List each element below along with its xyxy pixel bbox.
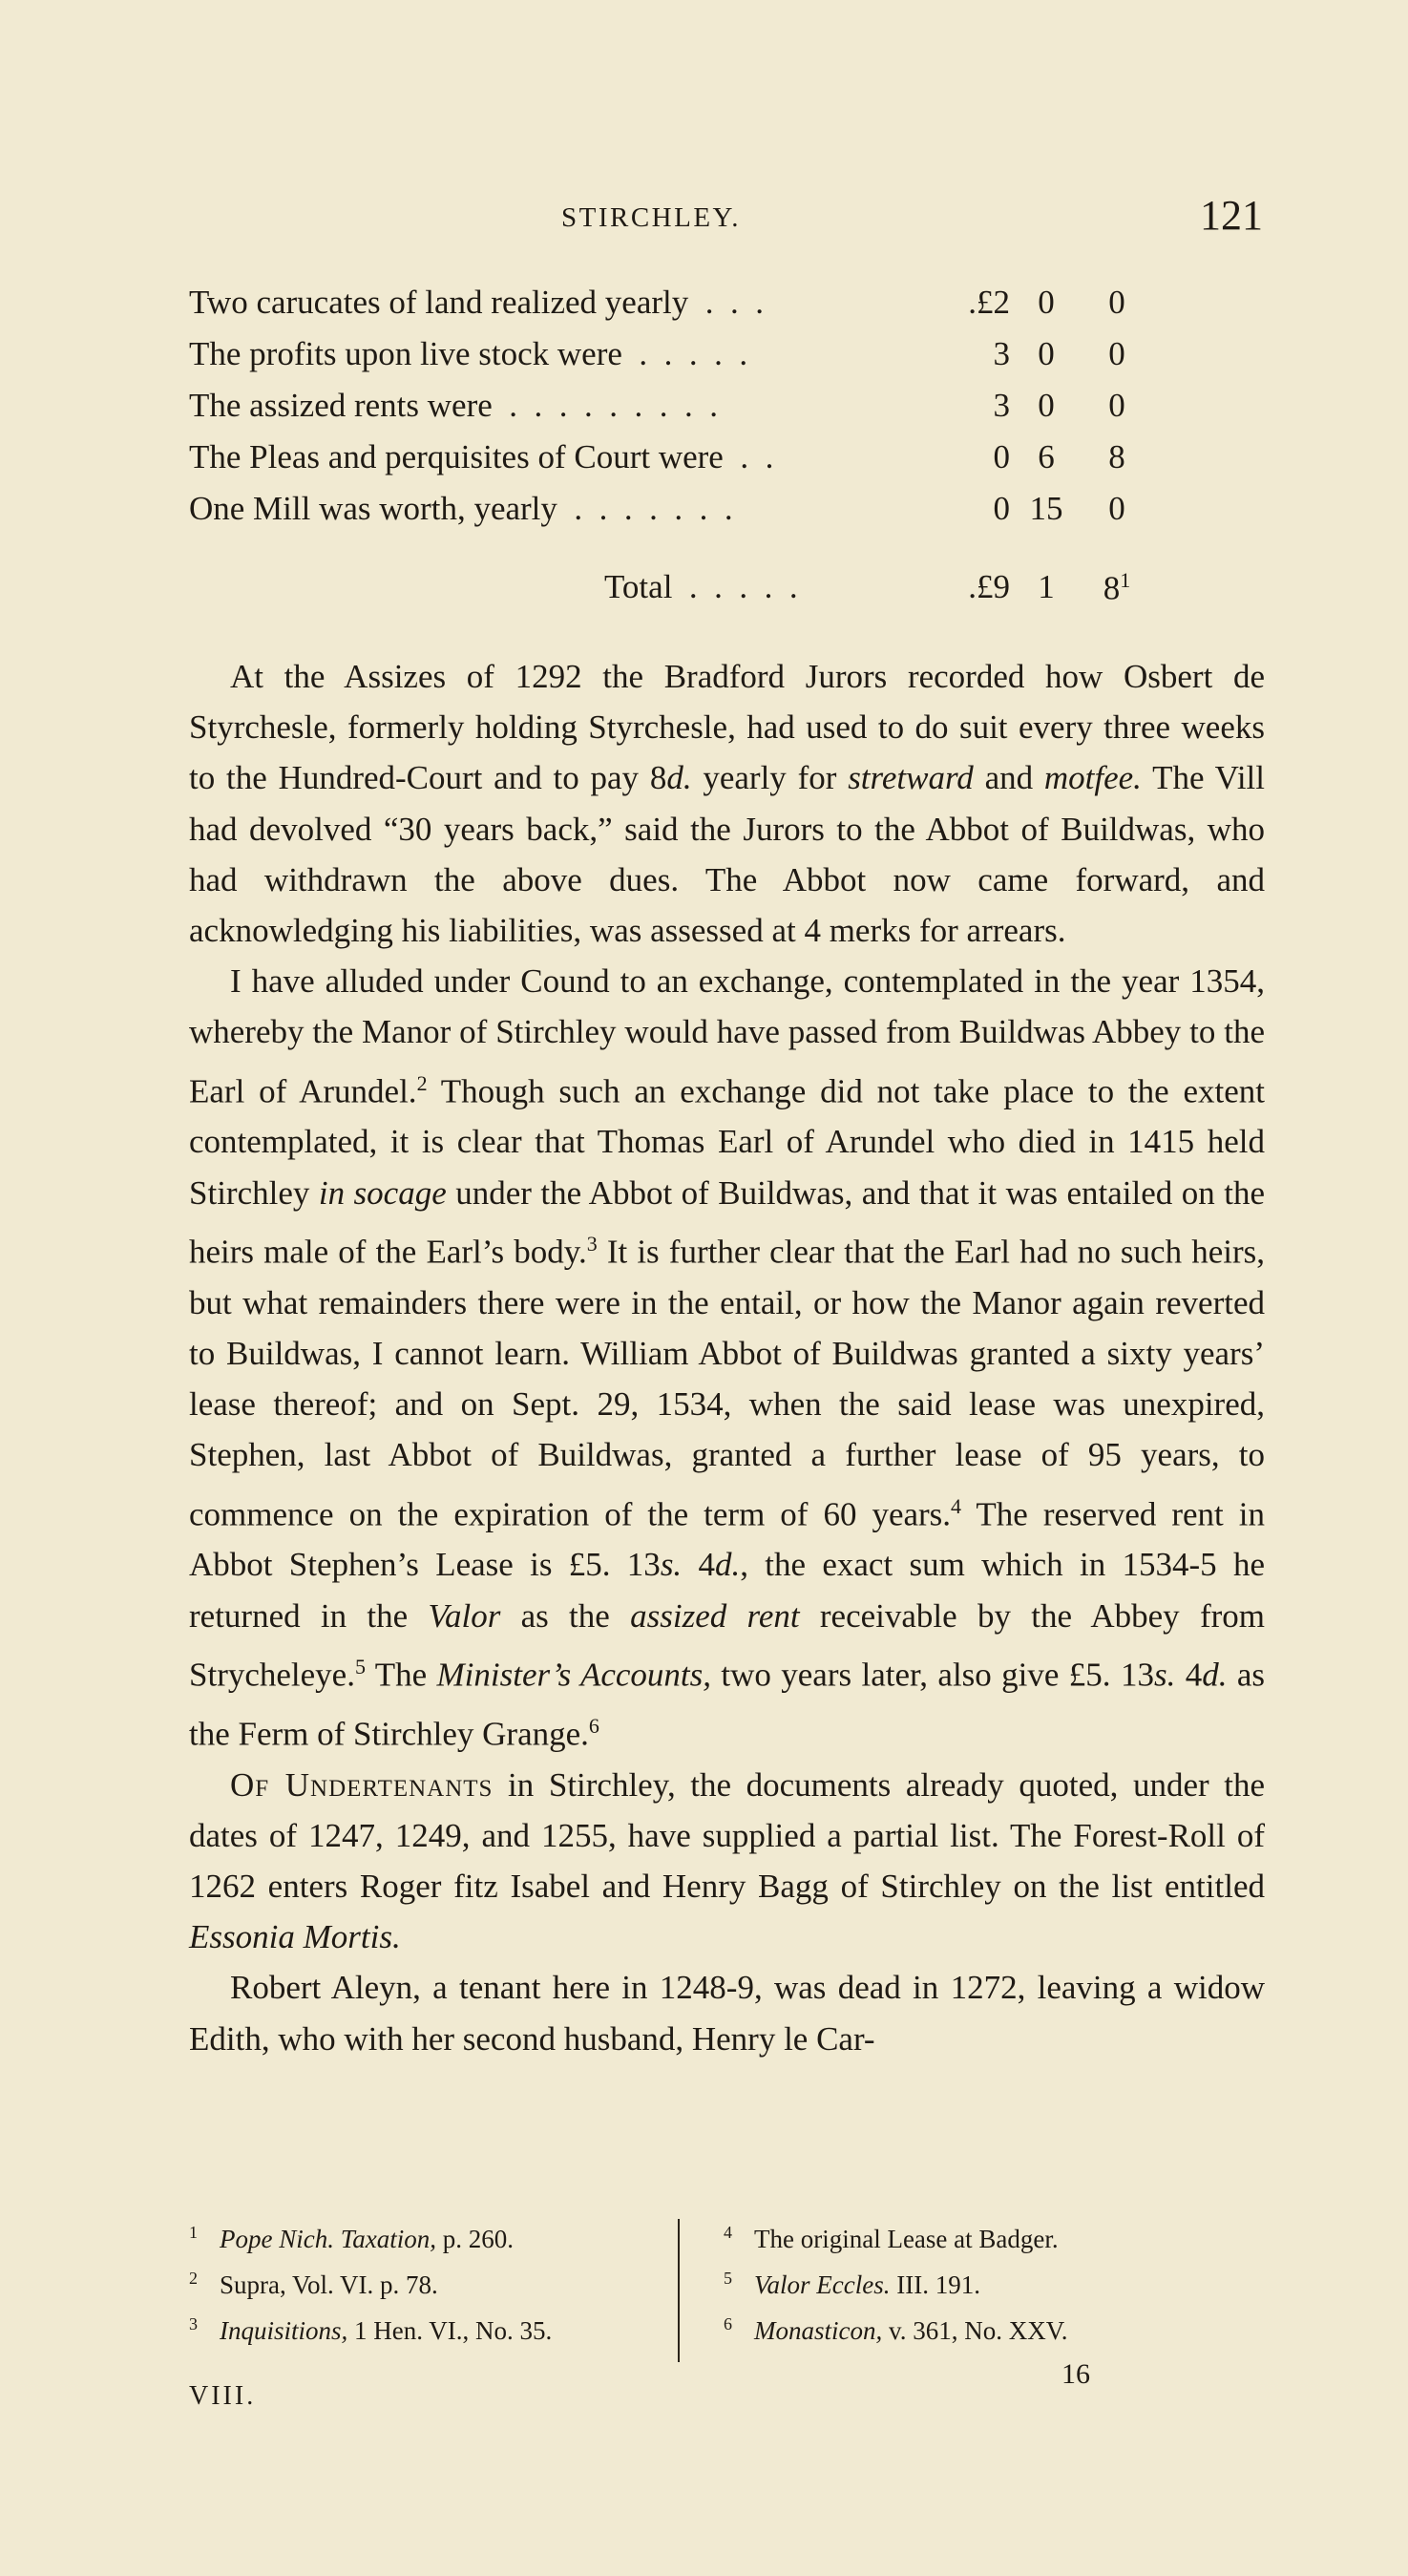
shillings: 0 xyxy=(1038,387,1055,424)
footnote: 3 Inquisitions, 1 Hen. VI., No. 35. xyxy=(189,2314,553,2345)
account-row xyxy=(189,335,1191,387)
body-text xyxy=(189,651,1265,2064)
footnote-ref: 1 xyxy=(1120,568,1131,592)
page-number: 121 xyxy=(1200,192,1263,239)
footnote-ref: 3 xyxy=(586,1231,598,1256)
shillings: 0 xyxy=(1038,335,1055,372)
footnote-ref: 4 xyxy=(951,1493,962,1518)
total-label: Total . . . . . xyxy=(604,568,798,605)
pounds: 0 xyxy=(993,438,1010,475)
account-row xyxy=(189,438,1191,490)
shillings: 6 xyxy=(1038,438,1055,475)
shillings: 15 xyxy=(1029,490,1063,527)
account-label: Two carucates of land realized yearly . . . xyxy=(189,284,764,321)
paragraph: I have alluded under Cound to an exchange, contemplated in the year 1354, whereby the Manor of Stirchley would have passed from Buildwas Abbey to the Earl of Arundel.$^2$ Though such an exchange did not take place to the extent contemplated, it is clear that Thomas Earl of Arundel who died in 1415 held Stirchley in socage under the Abbot of Buildwas, and that it was entailed on the heirs male of the Earl’s body.$^3$ It is further clear that the Earl had no such heirs, but what remainders there were in the entail, or how the Manor again reverted to Buildwas, I cannot learn. William Abbot of Buildwas granted a sixty years’ lease thereof; and on Sept. 29, 1534, when the said lease was unexpired, Stephen, last Abbot of Buildwas, granted a further lease of 95 years, to commence on the expiration of the term of 60 years.$^4$ The reserved rent in Abbot Stephen’s Lease is £5. 13s. 4d., the exact sum which in 1534-5 he returned in the Valor as the assized rent receivable by the Abbey from Strycheleye.$^5$ The Minister’s Accounts, two years later, also give £5. 13s. 4d. as the Ferm of Stirchley Grange.$^6$ xyxy=(189,962,1266,1753)
account-row xyxy=(189,387,1191,438)
footnote-ref: 5 xyxy=(354,1654,366,1679)
pence: 8 xyxy=(1108,438,1125,475)
pence: 0 xyxy=(1108,335,1125,372)
account-label: The Pleas and perquisites of Court were . . xyxy=(189,438,774,475)
footnote-ref: 2 xyxy=(416,1070,428,1095)
footnotes-right xyxy=(724,2213,1296,2351)
footnote-divider xyxy=(678,2219,680,2362)
pounds: 3 xyxy=(993,335,1010,372)
pence: 0 xyxy=(1108,284,1125,321)
footnote: 5 Valor Eccles. III. 191. xyxy=(724,2269,980,2299)
accounts-table xyxy=(189,284,1191,625)
signature-mark: VIII. xyxy=(189,2381,257,2411)
account-label: One Mill was worth, yearly . . . . . . . xyxy=(189,490,733,527)
shillings: 0 xyxy=(1038,284,1055,321)
footnote-ref: 6 xyxy=(588,1713,599,1738)
footnote: 2 Supra, Vol. VI. p. 78. xyxy=(189,2269,438,2299)
pounds: .£2 xyxy=(968,284,1010,321)
paragraph: At the Assizes of 1292 the Bradford Jurors recorded how Osbert de Styrchesle, formerly holding Styrchesle, had used to do suit every three weeks to the Hundred-Court and to pay 8d. yearly for stretward and motfee. The Vill had devolved “30 years back,” said the Jurors to the Abbot of Buildwas, who had withdrawn the above dues. The Abbot now came forward, and acknowledging his liabilities, was assessed at 4 merks for arrears. xyxy=(189,658,1265,950)
total-pence-value: 8 xyxy=(1103,569,1121,607)
footnote: 6 Monasticon, v. 361, No. XXV. xyxy=(724,2314,1068,2345)
total-pounds: .£9 xyxy=(968,568,1010,605)
page-header xyxy=(561,191,1263,248)
footnote: 4 The original Lease at Badger. xyxy=(724,2223,1059,2253)
running-head: STIRCHLEY. xyxy=(561,202,742,233)
account-row xyxy=(189,490,1191,541)
footnote: 1 Pope Nich. Taxation, p. 260. xyxy=(189,2223,514,2253)
small-caps-heading: Of Undertenants xyxy=(230,1765,494,1804)
pence: 0 xyxy=(1108,387,1125,424)
pounds: 0 xyxy=(993,490,1010,527)
pence: 0 xyxy=(1108,490,1125,527)
account-row xyxy=(189,284,1191,335)
paragraph: Of Undertenants in Stirchley, the documents already quoted, under the dates of 1247, 1249, and 1255, have supplied a partial list. The Forest-Roll of 1262 enters Roger fitz Isabel and Henry Bagg of Stirchley on the list entitled Essonia Mortis. xyxy=(189,1765,1265,1956)
sheet-number: 16 xyxy=(1061,2358,1090,2390)
footnotes-left xyxy=(189,2213,666,2351)
total-shillings: 1 xyxy=(1038,568,1055,605)
total-row xyxy=(189,568,1191,625)
paragraph: Robert Aleyn, a tenant here in 1248-9, was dead in 1272, leaving a widow Edith, who with her second husband, Henry le Car- xyxy=(189,1969,1265,2058)
account-label: The assized rents were . . . . . . . . . xyxy=(189,387,719,424)
pounds: 3 xyxy=(993,387,1010,424)
account-label: The profits upon live stock were . . . . . xyxy=(189,335,748,372)
total-pence xyxy=(1082,568,1151,608)
